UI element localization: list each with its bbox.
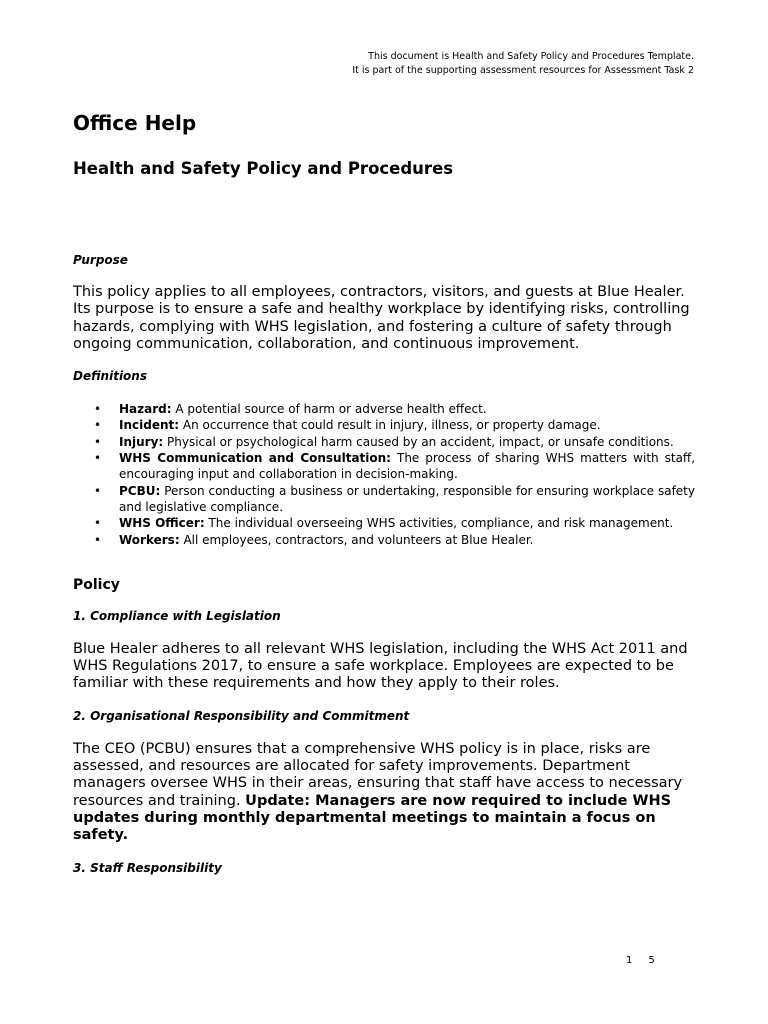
definition-term: Hazard:: [119, 402, 172, 417]
document-subtitle: Health and Safety Policy and Procedures: [73, 159, 454, 178]
definition-term: Workers:: [119, 532, 180, 547]
definition-text: An occurrence that could result in injury, illness, or property damage.: [179, 418, 601, 433]
section-2-update: Update: Managers are now required to include WHS updates during monthly departmental meetings to maintain a focus on safety.: [73, 792, 672, 844]
purpose-heading: Purpose: [73, 253, 128, 267]
bullet-icon: •: [94, 483, 102, 498]
page-current: 1: [626, 955, 633, 966]
bullet-icon: •: [94, 434, 102, 449]
header-note: [352, 50, 694, 78]
document-body: [73, 110, 695, 876]
purpose-text: This policy applies to all employees, contractors, visitors, and guests at Blue Healer. Its purpose is to ensure a safe and healthy workplace by identifying risks, controlling hazards, complying with WHS legislation, and fostering a culture of safety through ongoing communication, collaboration, and continuous improvement.: [73, 284, 690, 352]
definition-item: [73, 483, 695, 516]
definition-term: WHS Officer:: [119, 516, 205, 531]
header-note-line-1: This document is Health and Safety Policy and Procedures Template.: [368, 51, 694, 62]
header-note-line-2: It is part of the supporting assessment resources for Assessment Task 2: [352, 65, 694, 76]
section-1-heading: 1. Compliance with Legislation: [73, 608, 281, 623]
bullet-icon: •: [94, 418, 102, 433]
definition-text: The individual overseeing WHS activities, compliance, and risk management.: [204, 516, 674, 531]
definition-item: [73, 450, 695, 483]
section-2-body: The CEO (PCBU) ensures that a comprehensive WHS policy is in place, risks are assessed, and resources are allocated for safety improvements. Department managers oversee WHS in their areas, ensuring that staff have access to necessary resources and training.: [73, 740, 683, 809]
definition-item: [73, 417, 695, 433]
definitions-heading: Definitions: [73, 369, 147, 384]
definitions-list: [73, 401, 695, 548]
section-1-text: Blue Healer adheres to all relevant WHS legislation, including the WHS Act 2011 and WHS Regulations 2017, to ensure a safe workplace. Employees are expected to be familiar with these requirements and how they apply to their roles.: [73, 640, 688, 692]
bullet-icon: •: [94, 532, 102, 547]
definition-term: Incident:: [119, 418, 180, 433]
policy-heading: Policy: [73, 576, 120, 593]
bullet-icon: •: [94, 402, 102, 417]
section-2-text: [73, 741, 695, 845]
definition-term: Injury:: [119, 434, 164, 449]
definition-item: [73, 515, 695, 531]
document-title: Office Help: [73, 111, 197, 135]
definition-text: Physical or psychological harm caused by an accident, impact, or unsafe conditions.: [163, 434, 674, 449]
page-total: 5: [648, 955, 655, 966]
page-number: [626, 955, 655, 967]
section-3-heading: 3. Staff Responsibility: [73, 860, 222, 875]
definition-text: The process of sharing WHS matters with staff, encouraging input and collaboration in decision-making.: [119, 451, 696, 482]
definition-term: WHS Communication and Consultation:: [119, 451, 391, 466]
bullet-icon: •: [94, 516, 102, 531]
definition-text: Person conducting a business or undertaking, responsible for ensuring workplace safety and legislative compliance.: [119, 483, 695, 514]
definition-item: [73, 532, 695, 548]
definition-term: PCBU:: [119, 483, 161, 498]
definition-text: All employees, contractors, and volunteers at Blue Healer.: [179, 532, 534, 547]
definition-text: A potential source of harm or adverse health effect.: [171, 402, 487, 417]
bullet-icon: •: [94, 451, 102, 466]
definition-item: [73, 434, 695, 450]
definition-item: [73, 401, 695, 417]
section-2-heading: 2. Organisational Responsibility and Commitment: [73, 708, 410, 723]
